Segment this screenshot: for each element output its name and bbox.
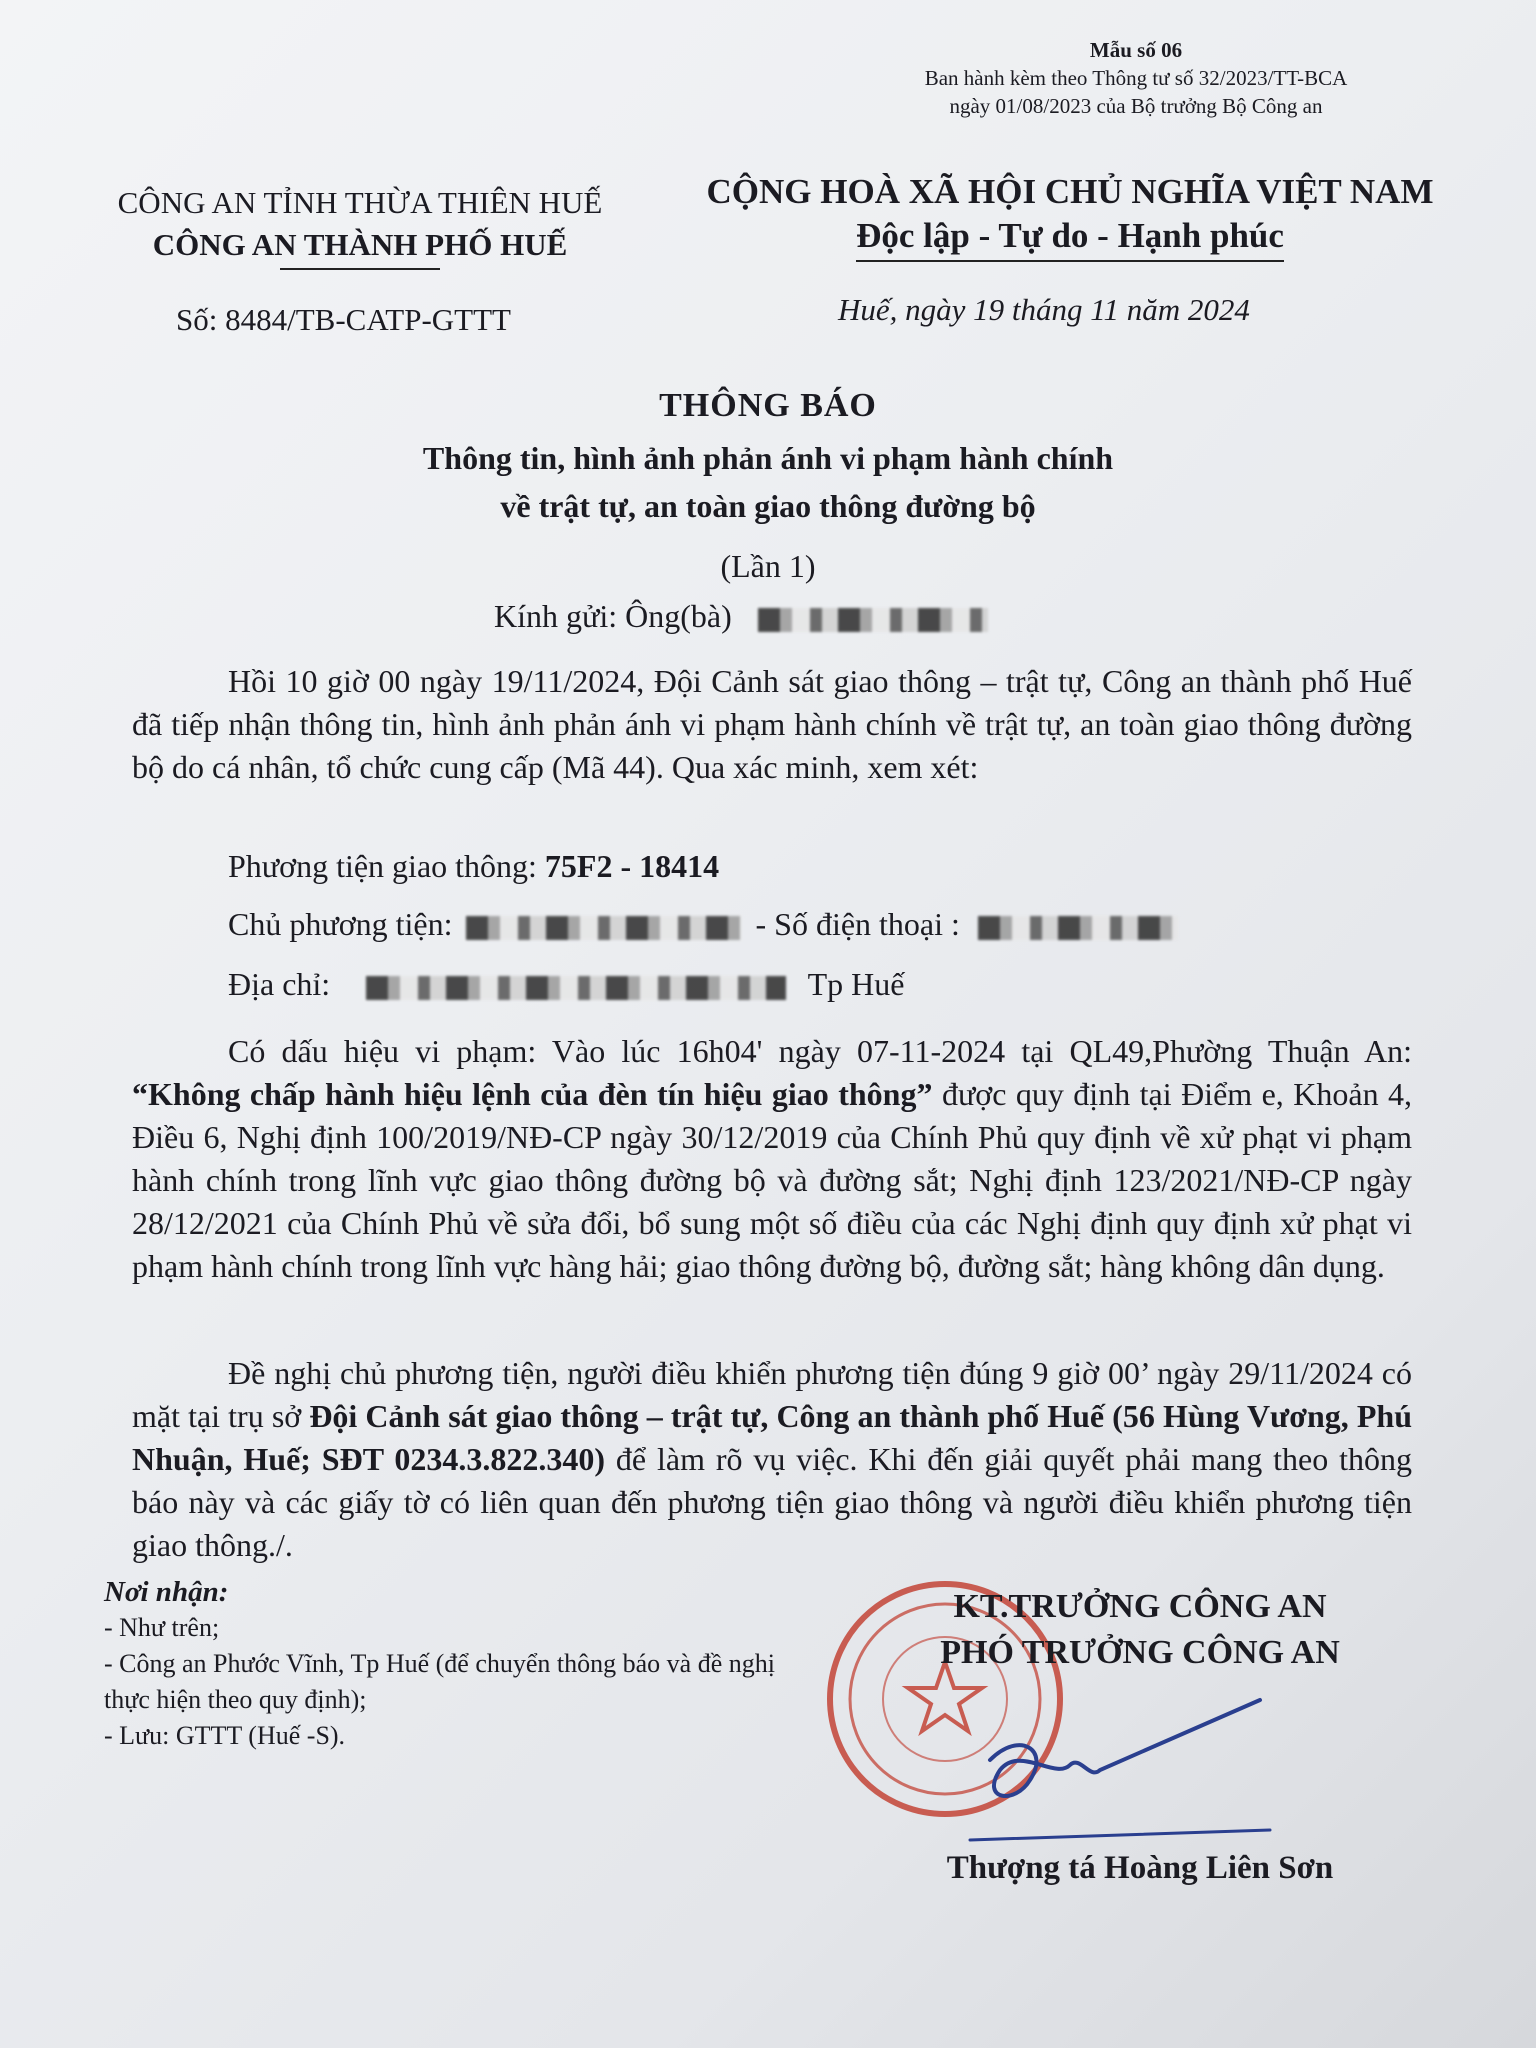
form-reference [876, 36, 1396, 120]
signature-title [880, 1584, 1400, 1676]
request-paragraph [132, 1352, 1412, 1567]
redacted-phone [978, 916, 1178, 940]
signature-line2: PHÓ TRƯỞNG CÔNG AN [940, 1634, 1340, 1671]
intro-paragraph: Hồi 10 giờ 00 ngày 19/11/2024, Đội Cảnh sát giao thông – trật tự, Công an thành phố Huế đã tiếp nhận thông tin, hình ảnh phản ánh vi phạm hành chính về trật tự, an toàn giao thông đường bộ do cá nhân, tổ chức cung cấp (Mã 44). Qua xác minh, xem xét: [132, 663, 1412, 785]
recipients-block [104, 1574, 804, 1754]
plate-label: Phương tiện giao thông: [228, 848, 537, 884]
document-date: Huế, ngày 19 tháng 11 năm 2024 [838, 292, 1250, 327]
signature-line1: KT.TRƯỞNG CÔNG AN [953, 1588, 1327, 1625]
addressee-label: Kính gửi: Ông(bà) [494, 598, 732, 634]
redacted-name [758, 608, 988, 632]
divider [280, 268, 440, 270]
vehicle-plate-line [228, 848, 719, 885]
owner-label: Chủ phương tiện: [228, 906, 453, 942]
document-number: Số: 8484/TB-CATP-GTTT [176, 302, 511, 337]
request-lead: Đề nghị chủ phương tiện, người điều khiển phương tiện đúng 9 giờ 00’ ngày 29/11/2024 có mặt tại trụ sở [132, 1355, 1412, 1434]
redacted-address [366, 976, 786, 1000]
parent-agency: CÔNG AN TỈNH THỪA THIÊN HUẾ [117, 185, 603, 220]
issuing-unit: CÔNG AN THÀNH PHỐ HUẾ [152, 227, 568, 262]
recipient-item: - Công an Phước Vĩnh, Tp Huế (để chuyển thông báo và đề nghị thực hiện theo quy định); [104, 1649, 775, 1714]
addressee-line [494, 598, 988, 635]
vehicle-owner-line [228, 906, 1178, 943]
request-rest: để làm rõ vụ việc. Khi đến giải quyết phải mang theo thông báo này và các giấy tờ có liên quan đến phương tiện giao thông và người điều khiển phương tiện giao thông./. [132, 1441, 1413, 1563]
form-issued-date: ngày 01/08/2023 của Bộ trưởng Bộ Công an [949, 94, 1323, 118]
violation-paragraph [132, 1030, 1412, 1288]
recipient-item: - Lưu: GTTT (Huế -S). [104, 1721, 346, 1750]
document-title: THÔNG BÁO [659, 387, 877, 424]
handwritten-signature [960, 1690, 1280, 1850]
address-city: Tp Huế [807, 966, 905, 1002]
address-line [228, 966, 904, 1003]
address-label: Địa chỉ: [228, 966, 331, 1002]
document-subtitle-line2: về trật tự, an toàn giao thông đường bộ [500, 488, 1036, 524]
document-subtitle-line1: Thông tin, hình ảnh phản ánh vi phạm hành chính [422, 440, 1114, 476]
issuing-agency-header [80, 182, 640, 270]
recipient-item: - Như trên; [104, 1613, 220, 1642]
signer-name: Thượng tá Hoàng Liên Sơn [946, 1850, 1334, 1886]
form-issued-with: Ban hành kèm theo Thông tư số 32/2023/TT-BCA [924, 66, 1348, 90]
notice-round: (Lần 1) [720, 548, 816, 584]
plate-number: 75F2 - 18414 [544, 848, 720, 884]
redacted-owner [466, 916, 741, 940]
recipients-heading: Nơi nhận: [104, 1576, 229, 1608]
national-header [690, 170, 1450, 262]
nation-name: CỘNG HOÀ XÃ HỘI CHỦ NGHĨA VIỆT NAM [706, 172, 1434, 211]
violation-lead: Có dấu hiệu vi phạm: Vào lúc 16h04' ngày 07-11-2024 tại QL49,Phường Thuận An: [228, 1033, 1412, 1069]
violation-legal-basis: được quy định tại Điểm e, Khoản 4, Điều 6, Nghị định 100/2019/NĐ-CP ngày 30/12/2019 của Chính Phủ quy định về xử phạt vi phạm hành chính trong lĩnh vực giao thông đường bộ và đường sắt; Nghị định 123/2021/NĐ-CP ngày 28/12/2021 của Chính Phủ về sửa đổi, bổ sung một số điều của các Nghị định quy định xử phạt vi phạm hành chính trong lĩnh vực hàng hải; giao thông đường bộ, đường sắt; hàng không dân dụng. [132, 1076, 1413, 1284]
national-motto: Độc lập - Tự do - Hạnh phúc [856, 214, 1284, 262]
phone-label: - Số điện thoại : [755, 906, 960, 942]
violation-act: “Không chấp hành hiệu lệnh của đèn tín hiệu giao thông” [132, 1076, 933, 1112]
form-number: Mẫu số 06 [1089, 38, 1183, 62]
request-place: Đội Cảnh sát giao thông – trật tự, Công an thành phố Huế (56 Hùng Vương, Phú Nhuận, Huế; SĐT 0234.3.822.340) [132, 1398, 1413, 1477]
